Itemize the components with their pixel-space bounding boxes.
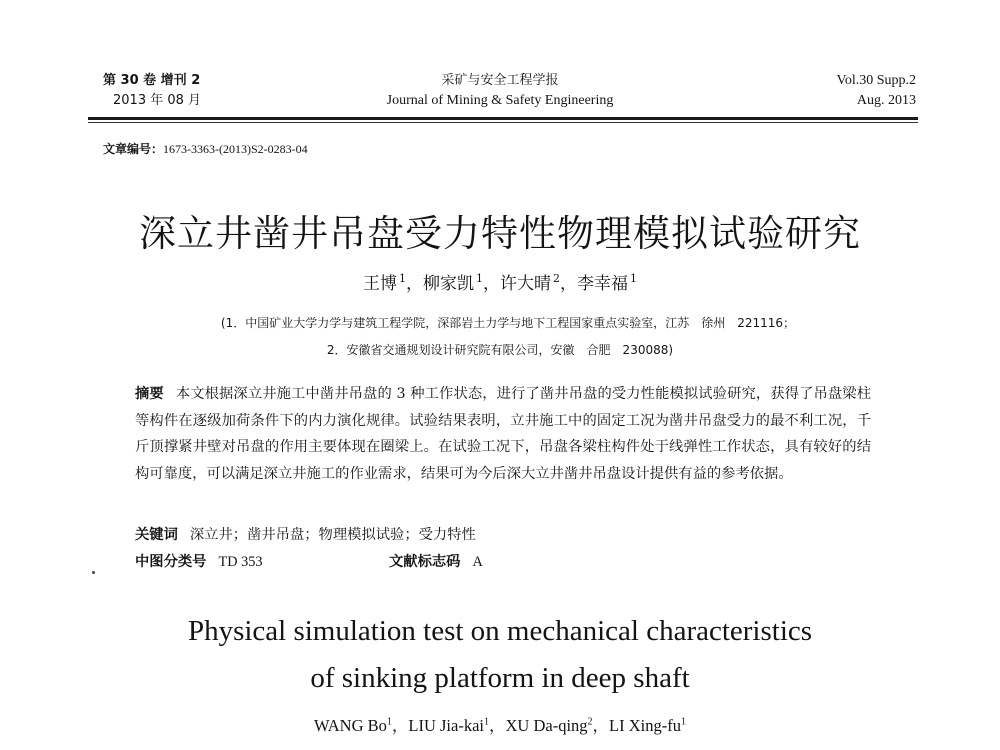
clc-value: TD 353 [218, 554, 263, 570]
en-author-name: WANG Bo [314, 716, 387, 735]
clc-label: 中图分类号 [135, 554, 207, 570]
keywords-value: 深立井；凿井吊盘；物理模拟试验；受力特性 [189, 527, 476, 543]
en-author-separator: ， [489, 716, 506, 735]
en-author-separator: ， [592, 716, 610, 735]
cn-author-name: 许大晴 [500, 274, 551, 294]
en-author [506, 716, 610, 735]
cn-author-name: 柳家凯 [423, 274, 474, 294]
authors-chinese [0, 269, 1000, 294]
keywords-label: 关键词 [135, 527, 178, 543]
abstract-text: 本文根据深立井施工中凿井吊盘的 3 种工作状态，进行了凿井吊盘的受力性能模拟试验研究，获得了吊盘梁柱等构件在逐级加荷条件下的内力演化规律。试验结果表明，立井施工中的固定工况为凿井吊盘受力的最不利工况，千斤顶撑紧井壁对吊盘的作用主要体现在圈梁上。在试验工况下，吊盘各梁柱构件处于线弹性工作状态，具有较好的结构可靠度，可以满足深立井施工的作业需求，结果可为今后深大立井凿井吊盘设计提供有益的参考依据。 [135, 386, 872, 482]
cn-author-name: 王博 [363, 274, 397, 294]
cn-author [423, 274, 500, 294]
header-volume: 第 30 卷 增刊 2 [103, 73, 201, 88]
affiliation-line-1: (1．中国矿业大学力学与建筑工程学院，深部岩土力学与地下工程国家重点实验室，江苏 徐州 221116； [220, 316, 796, 330]
cn-author-name: 李幸福 [577, 274, 628, 294]
title-chinese: 深立井凿井吊盘受力特性物理模拟试验研究 [139, 212, 861, 255]
article-number-value: 1673-3363-(2013)S2-0283-04 [163, 142, 308, 156]
article-number-label: 文章编号： [103, 142, 164, 156]
cn-author-affiliation-mark: 2 [553, 272, 560, 286]
header-rule-thick [88, 117, 918, 120]
header-volume-info-en [837, 71, 916, 111]
en-author-affiliation-mark: 2 [587, 716, 593, 728]
header-date-en: Aug. 2013 [856, 93, 916, 108]
cn-author-affiliation-mark: 1 [476, 272, 483, 286]
en-author-affiliation-mark: 1 [680, 716, 686, 728]
title-english-line-1: Physical simulation test on mechanical characteristics [187, 615, 813, 647]
journal-name-cn: 采矿与安全工程学报 [441, 73, 559, 88]
en-author-affiliation-mark: 1 [386, 716, 392, 728]
en-author-name: LIU Jia-kai [408, 716, 484, 735]
title-english-line-2: of sinking platform in deep shaft [310, 662, 690, 694]
cn-author [577, 274, 637, 294]
cn-author-separator: ， [483, 274, 500, 294]
document-code-label: 文献标志码 [389, 554, 461, 570]
en-author [408, 716, 505, 735]
en-author-name: XU Da-qing [505, 716, 588, 735]
journal-name-en: Journal of Mining & Safety Engineering [386, 93, 614, 108]
authors-english [0, 712, 1000, 736]
cn-author-separator: ， [406, 274, 423, 294]
en-author [609, 716, 686, 735]
header-volume-en: Vol.30 Supp.2 [836, 73, 916, 88]
keywords [135, 524, 476, 544]
cn-author [500, 274, 577, 294]
abstract-label: 摘要 [135, 386, 164, 402]
en-author-separator: ， [391, 716, 409, 735]
cn-author [363, 274, 423, 294]
header-rule-thin [88, 122, 918, 123]
document-code-value: A [472, 554, 483, 570]
article-number [103, 140, 308, 157]
cn-author-affiliation-mark: 1 [630, 272, 637, 286]
document-code [389, 551, 483, 571]
en-author-name: LI Xing-fu [609, 716, 681, 735]
en-author-affiliation-mark: 1 [484, 716, 489, 728]
cn-author-affiliation-mark: 1 [399, 272, 406, 286]
affiliation-line-2: 2．安徽省交通规划设计研究院有限公司，安徽 合肥 230088) [326, 343, 674, 357]
cn-author-separator: ， [560, 274, 577, 294]
classification [135, 551, 483, 571]
abstract [135, 381, 871, 487]
scan-speck [92, 571, 95, 574]
en-author [314, 716, 408, 735]
header-date-cn: 2013 年 08 月 [113, 93, 202, 108]
